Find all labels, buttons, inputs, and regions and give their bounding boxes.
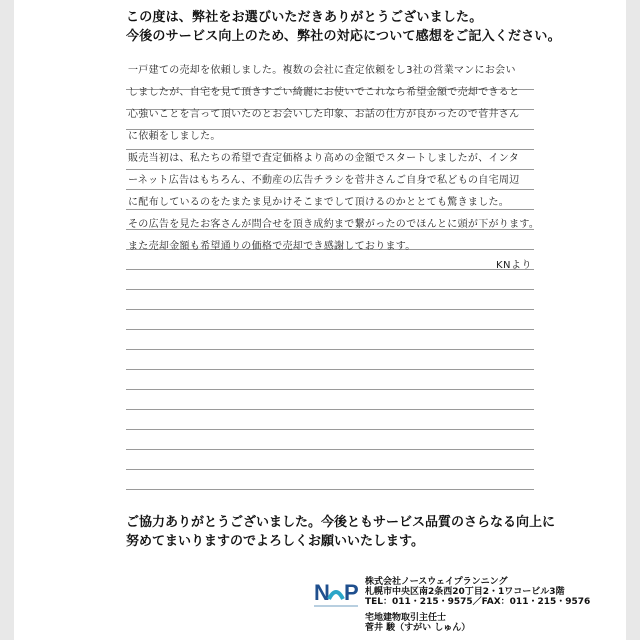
ruled-line bbox=[126, 309, 534, 310]
company-address: 札幌市中央区南2条西20丁目2・1ワコービル3階 bbox=[365, 587, 565, 597]
ruled-line bbox=[126, 169, 534, 170]
comment-line: しましたが、自宅を見て頂きすごい綺麗にお使いでこれなら希望金額で売却できると bbox=[128, 87, 520, 98]
ruled-line bbox=[126, 189, 534, 190]
ruled-line bbox=[126, 489, 534, 490]
company-phone: TEL：011・215・9575／FAX：011・215・9576 bbox=[365, 597, 591, 607]
comment-line: その広告を見たお客さんが問合せを頂き成約まで繋がったのでほんとに頭が下がります。 bbox=[128, 219, 540, 230]
ruled-line bbox=[126, 289, 534, 290]
survey-header bbox=[126, 8, 596, 46]
company-logo-icon bbox=[314, 578, 360, 612]
ruled-line bbox=[126, 449, 534, 450]
agent-info bbox=[365, 613, 470, 633]
ruled-line bbox=[126, 409, 534, 410]
comment-line: 一戸建ての売却を依頼しました。複数の会社に査定依頼をし3社の営業マンにお会い bbox=[128, 65, 516, 76]
licence-title: 宅地建物取引主任士 bbox=[365, 613, 447, 623]
svg-text:N: N bbox=[314, 580, 330, 605]
footer-line-1: ご協力ありがとうございました。今後ともサービス品質のさらなる向上に bbox=[126, 515, 556, 530]
signature: KNより bbox=[496, 260, 533, 271]
comment-line: に依頼をしました。 bbox=[128, 131, 221, 142]
company-info bbox=[365, 577, 590, 607]
comment-line: に配布しているのをたまたま見かけそこまでして頂けるのかととても驚きました。 bbox=[128, 197, 510, 208]
footer-line-2: 努めてまいりますのでよろしくお願いいたします。 bbox=[126, 534, 424, 549]
comment-line: また売却金額も希望通りの価格で売却でき感謝しております。 bbox=[128, 241, 416, 252]
ruled-line bbox=[126, 369, 534, 370]
ruled-line bbox=[126, 329, 534, 330]
comment-line: ーネット広告はもちろん、不動産の広告チラシを菅井さんご自身で私どもの自宅周辺 bbox=[128, 175, 520, 186]
ruled-line bbox=[126, 209, 534, 210]
ruled-line bbox=[126, 389, 534, 390]
ruled-line bbox=[126, 469, 534, 470]
header-line-2: 今後のサービス向上のため、弊社の対応について感想をご記入ください。 bbox=[126, 29, 561, 44]
comment-line: 心強いことを言って頂いたのとお会いした印象、お話の仕方が良かったので菅井さん bbox=[128, 109, 520, 120]
agent-name: 菅井 駿（すがい しゅん） bbox=[365, 623, 471, 633]
comment-line: 販売当初は、私たちの希望で査定価格より高めの金額でスタートしましたが、インタ bbox=[128, 153, 519, 164]
header-line-1: この度は、弊社をお選びいただきありがとうございました。 bbox=[126, 10, 483, 25]
ruled-line bbox=[126, 269, 534, 270]
ruled-line bbox=[126, 349, 534, 350]
survey-sheet bbox=[14, 0, 626, 640]
company-name: 株式会社ノースウェイプランニング bbox=[365, 577, 508, 587]
ruled-line bbox=[126, 429, 534, 430]
survey-footer bbox=[126, 513, 596, 551]
svg-text:P: P bbox=[344, 580, 359, 605]
